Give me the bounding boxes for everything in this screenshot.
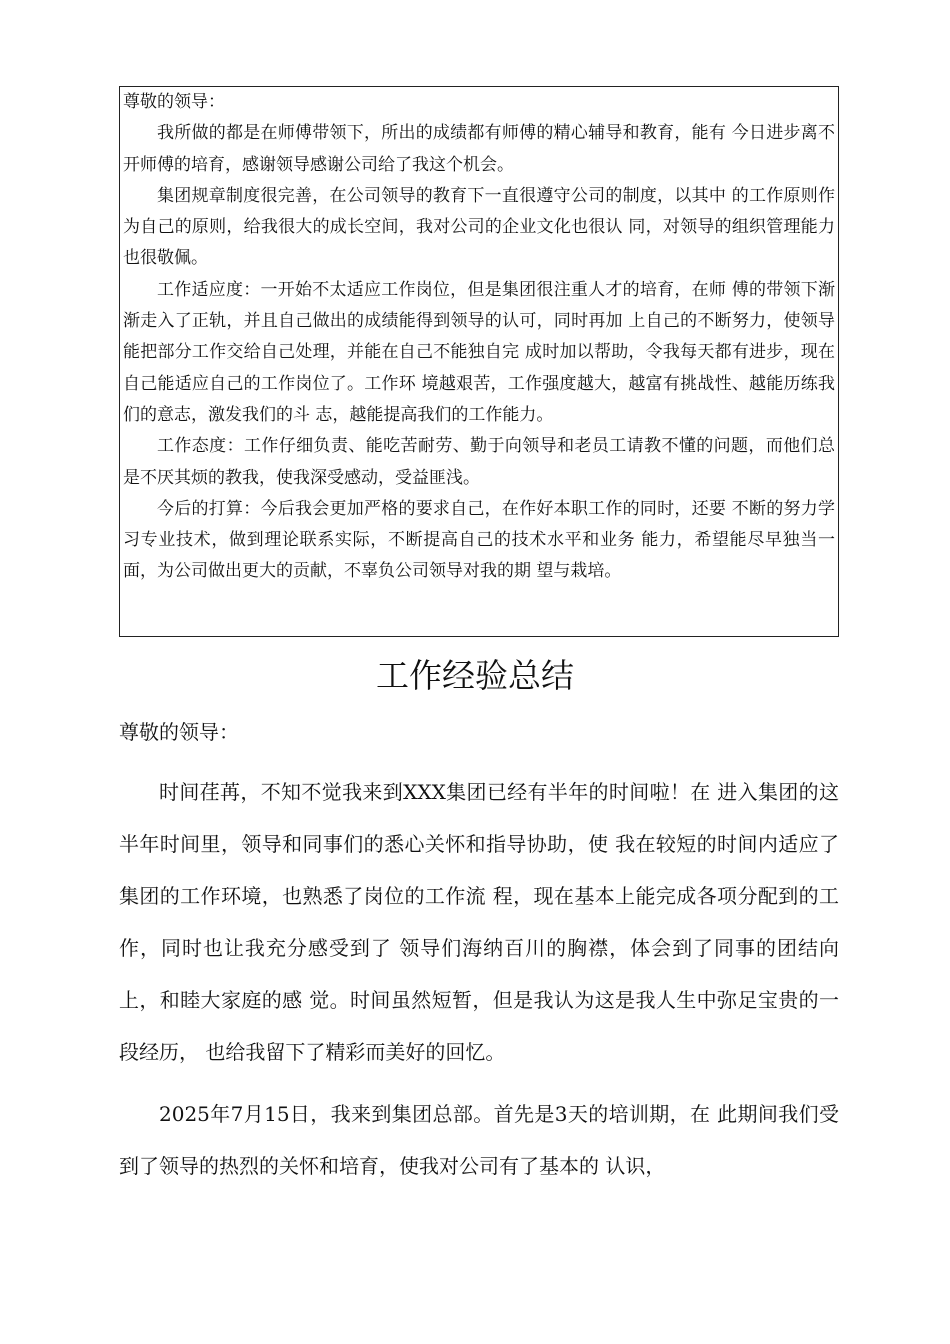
body-paragraph-training: 2025年7月15日，我来到集团总部。首先是3天的培训期，在 此期间我们受到了领导的热烈的关怀和培育，使我对公司有了基本的 认识， (119, 1102, 839, 1178)
box-salutation: 尊敬的领导： (123, 92, 225, 112)
previous-section-box (119, 86, 839, 637)
document-title: 工作经验总结 (376, 656, 574, 695)
box-paragraph-attitude: 工作态度：工作仔细负责、能吃苦耐劳、勤于向领导和老员工请教不懂的问题，而他们总是不厌其烦的教我，使我深受感动，受益匪浅。 (123, 436, 835, 488)
box-paragraph-rules: 集团规章制度很完善，在公司领导的教育下一直很遵守公司的制度，以其中 的工作原则作为自己的原则，给我很大的成长空间，我对公司的企业文化也很认 同，对领导的组织管理能力也很敬佩。 (123, 185, 835, 269)
document-body (119, 708, 839, 1192)
document-salutation: 尊敬的领导： (119, 720, 239, 744)
box-paragraph-plans: 今后的打算：今后我会更加严格的要求自己，在作好本职工作的同时，还要 不断的努力学习专业技术，做到理论联系实际，不断提高自己的技术水平和业务 能力，希望能尽早独当一面，为公司做出更大的贡献，不辜负公司领导对我的期 望与栽培。 (123, 498, 835, 582)
body-paragraph-intro: 时间荏苒，不知不觉我来到XXX集团已经有半年的时间啦！在 进入集团的这半年时间里，领导和同事们的悉心关怀和指导协助，使 我在较短的时间内适应了集团的工作环境，也熟悉了岗位的工作流 程，现在基本上能完成各项分配到的工作，同时也让我充分感受到了 领导们海纳百川的胸襟，体会到了同事的团结向上，和睦大家庭的感 觉。时间虽然短暂，但是我认为这是我人生中弥足宝贵的一段经历， 也给我留下了精彩而美好的回忆。 (119, 780, 839, 1064)
box-paragraph-mentor: 我所做的都是在师傅带领下，所出的成绩都有师傅的精心辅导和教育，能有 今日进步离不开师傅的培育，感谢领导感谢公司给了我这个机会。 (123, 123, 835, 175)
box-paragraph-adaptability: 工作适应度：一开始不太适应工作岗位，但是集团很注重人才的培育，在师 傅的带领下渐渐走入了正轨，并且自己做出的成绩能得到领导的认可，同时再加 上自己的不断努力，使领导能把部分工作交给自己处理，并能在自己不能独自完 成时加以帮助，令我每天都有进步，现在自己能适应自己的工作岗位了。工作环 境越艰苦，工作强度越大，越富有挑战性、越能历练我们的意志，激发我们的斗 志，越能提高我们的工作能力。 (123, 279, 835, 425)
